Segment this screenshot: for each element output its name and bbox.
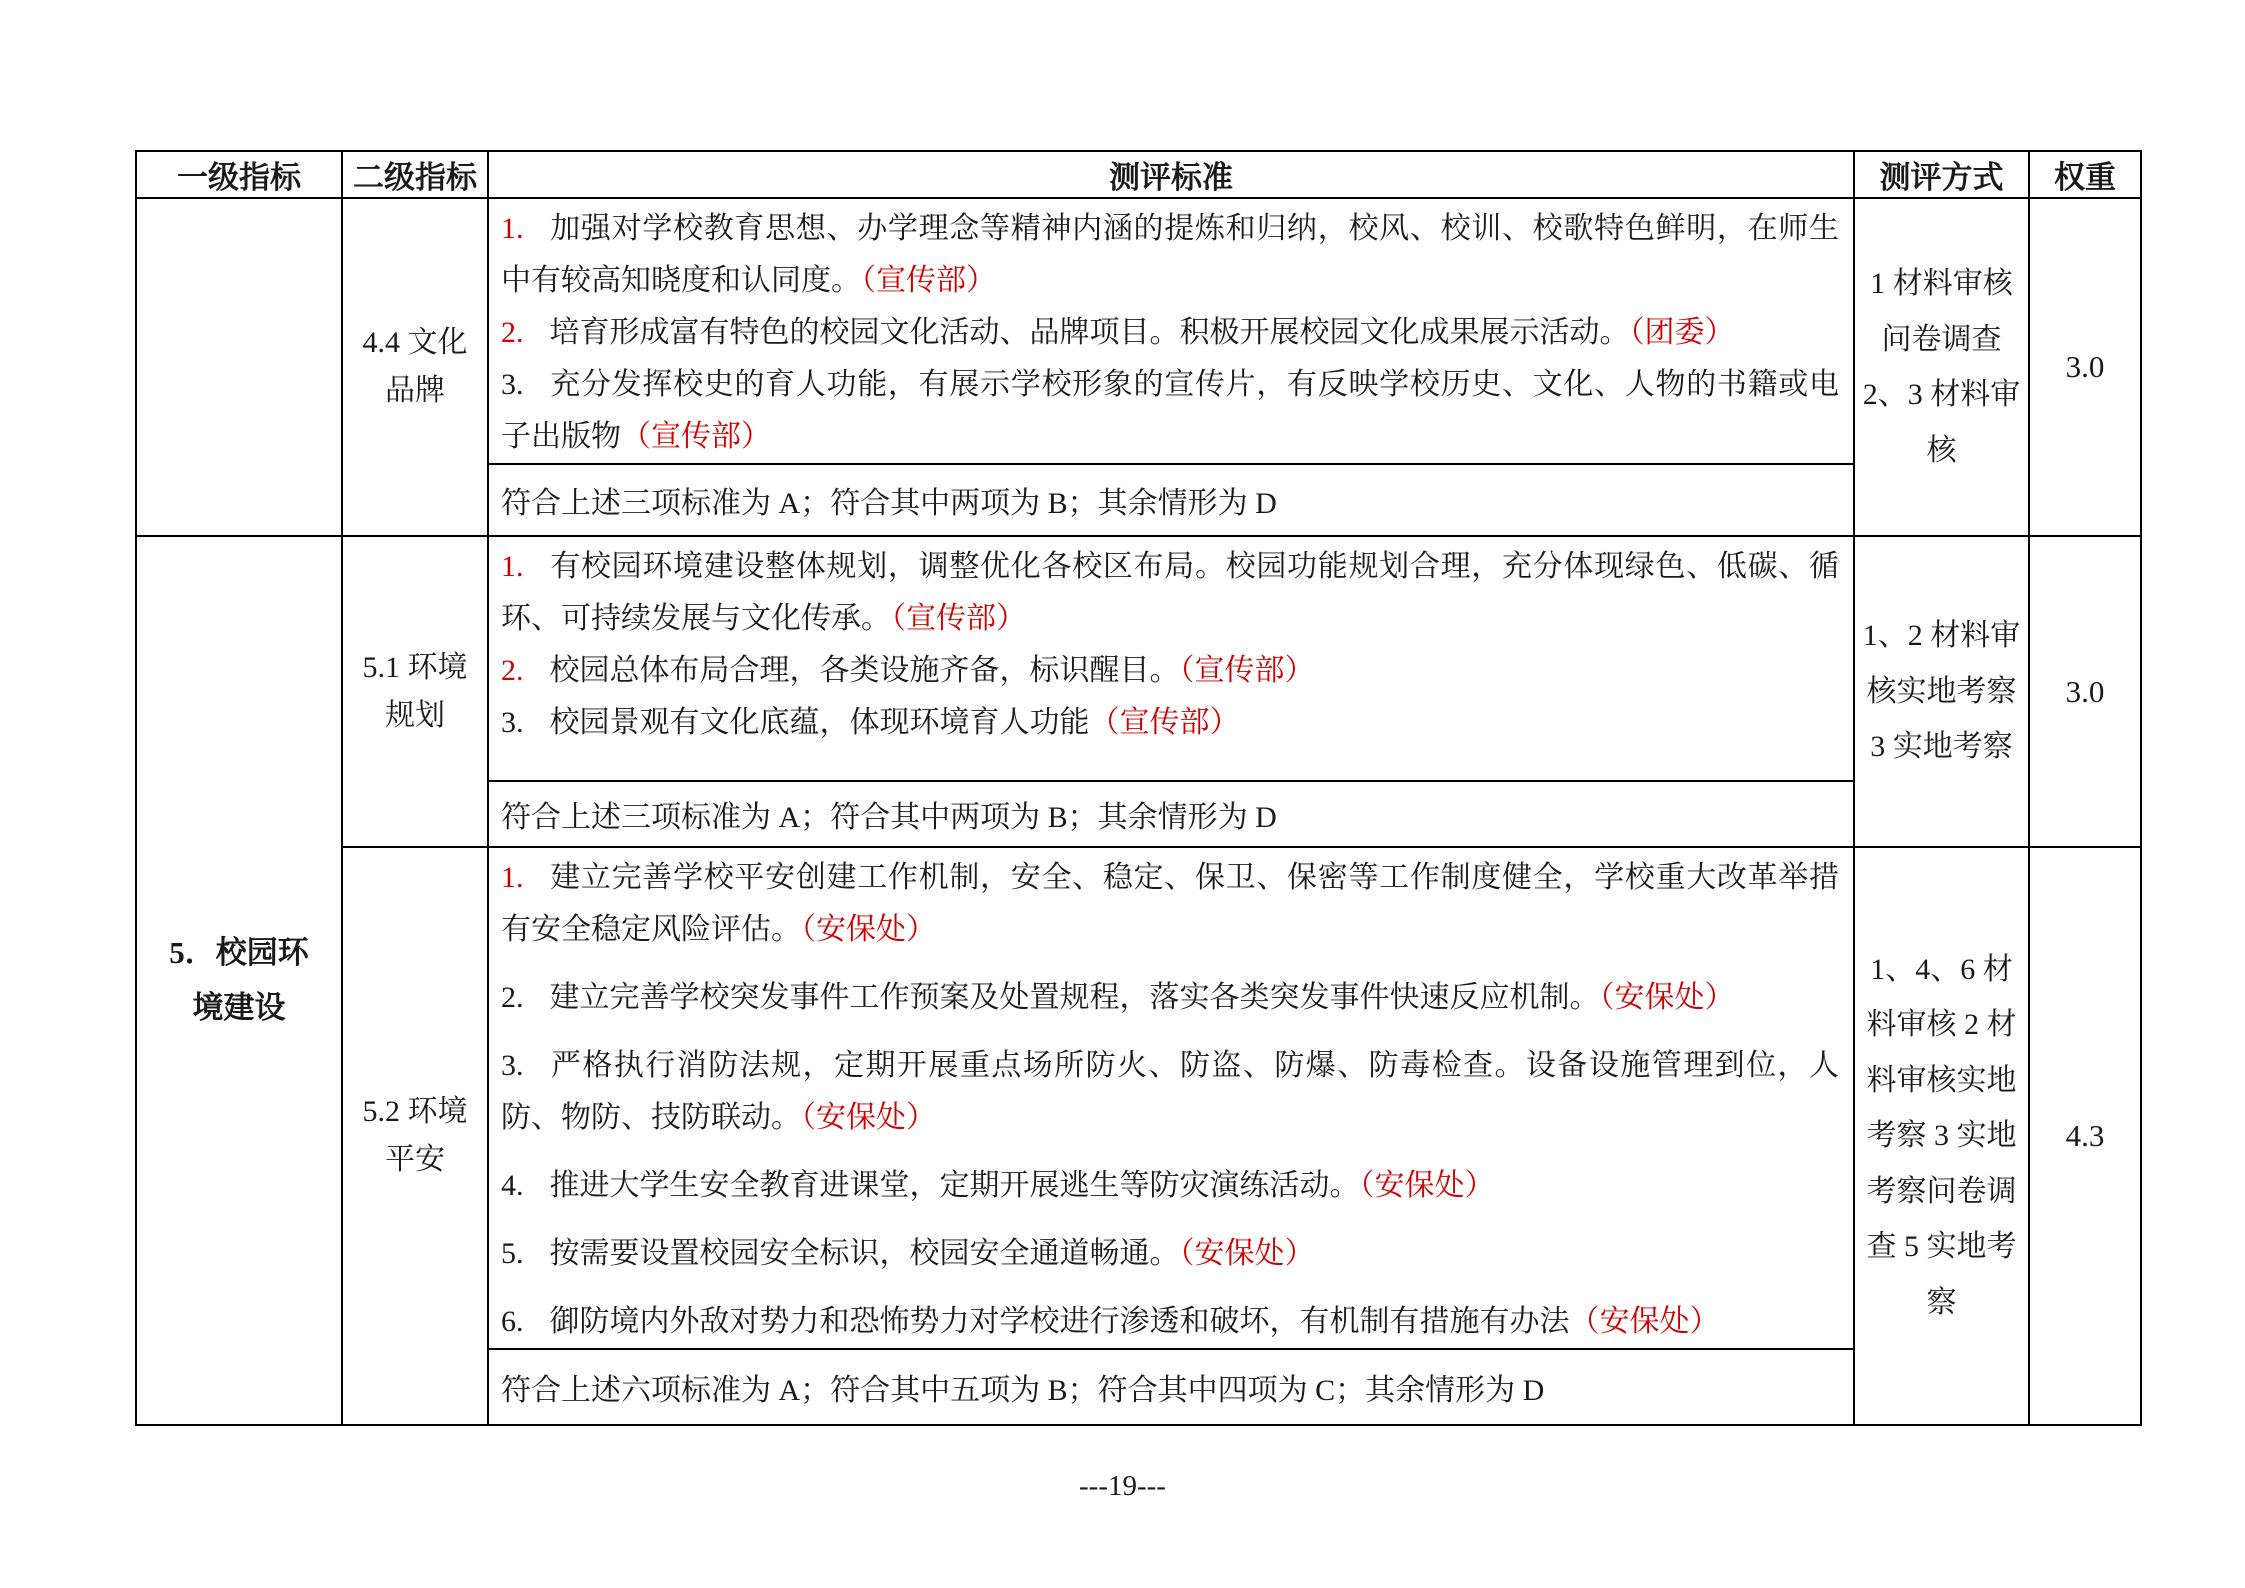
- table-row: [136, 198, 2141, 464]
- criteria-item: 6. 御防境内外敌对势力和恐怖势力对学校进行渗透和破坏，有机制有措施有办法（安保处）: [501, 1305, 1720, 1338]
- header-method: 测评方式: [1854, 151, 2029, 198]
- evaluation-rubric-table: [135, 150, 2142, 1426]
- level2-cell-5-2: 5.2 环境平安: [342, 847, 488, 1425]
- method-cell-4-4: 1 材料审核问卷调查 2、3 材料审核: [1854, 198, 2029, 536]
- method-cell-5-2: 1、4、6 材料审核 2 材料审核实地考察 3 实地考察问卷调查 5 实地考察: [1854, 847, 2029, 1425]
- criteria-item: 2. 培育形成富有特色的校园文化活动、品牌项目。积极开展校园文化成果展示活动。（团委）: [501, 316, 1735, 349]
- header-level1-indicator: 一级指标: [136, 151, 342, 198]
- criteria-cell-5-1: [488, 536, 1854, 781]
- method-cell-5-1: 1、2 材料审核实地考察 3 实地考察: [1854, 536, 2029, 847]
- table-row: [136, 847, 2141, 1349]
- criteria-item: 2. 校园总体布局合理，各类设施齐备，标识醒目。（宣传部）: [501, 654, 1315, 687]
- table-header-row: [136, 151, 2141, 198]
- header-level2-indicator: 二级指标: [342, 151, 488, 198]
- level2-cell-4-4: 4.4 文化品牌: [342, 198, 488, 536]
- grade-rule-cell-4-4: 符合上述三项标准为 A；符合其中两项为 B；其余情形为 D: [488, 464, 1854, 536]
- criteria-item: 3. 充分发挥校史的育人功能，有展示学校形象的宣传片，有反映学校历史、文化、人物的书籍或电子出版物（宣传部）: [501, 368, 1839, 453]
- criteria-item: 3. 严格执行消防法规，定期开展重点场所防火、防盗、防爆、防毒检查。设备设施管理到位，人防、物防、技防联动。（安保处）: [501, 1049, 1839, 1134]
- criteria-item: 1. 建立完善学校平安创建工作机制，安全、稳定、保卫、保密等工作制度健全，学校重大改革举措有安全稳定风险评估。（安保处）: [501, 861, 1839, 946]
- header-criteria: 测评标准: [488, 151, 1854, 198]
- criteria-item: 1. 有校园环境建设整体规划，调整优化各校区布局。校园功能规划合理，充分体现绿色、低碳、循环、可持续发展与文化传承。（宣传部）: [501, 550, 1839, 635]
- level1-cell-5: 5．校园环境建设: [136, 536, 342, 1425]
- criteria-cell-4-4: [488, 198, 1854, 464]
- criteria-cell-5-2: [488, 847, 1854, 1349]
- criteria-item: 1. 加强对学校教育思想、办学理念等精神内涵的提炼和归纳，校风、校训、校歌特色鲜明，在师生中有较高知晓度和认同度。（宣传部）: [501, 212, 1839, 297]
- criteria-item: 3. 校园景观有文化底蕴，体现环境育人功能（宣传部）: [501, 706, 1240, 739]
- table-row: [136, 536, 2141, 781]
- weight-cell-5-1: 3.0: [2029, 536, 2141, 847]
- grade-rule-cell-5-1: 符合上述三项标准为 A；符合其中两项为 B；其余情形为 D: [488, 781, 1854, 847]
- criteria-item: 2. 建立完善学校突发事件工作预案及处置规程，落实各类突发事件快速反应机制。（安保处）: [501, 981, 1735, 1014]
- level1-cell-empty: [136, 198, 342, 536]
- header-weight: 权重: [2029, 151, 2141, 198]
- criteria-item: 4. 推进大学生安全教育进课堂，定期开展逃生等防灾演练活动。（安保处）: [501, 1169, 1495, 1202]
- grade-rule-cell-5-2: 符合上述六项标准为 A；符合其中五项为 B；符合其中四项为 C；其余情形为 D: [488, 1349, 1854, 1425]
- weight-cell-5-2: 4.3: [2029, 847, 2141, 1425]
- level2-cell-5-1: 5.1 环境规划: [342, 536, 488, 847]
- page-number: ---19---: [1079, 1470, 1166, 1502]
- criteria-item: 5. 按需要设置校园安全标识，校园安全通道畅通。（安保处）: [501, 1237, 1315, 1270]
- weight-cell-4-4: 3.0: [2029, 198, 2141, 536]
